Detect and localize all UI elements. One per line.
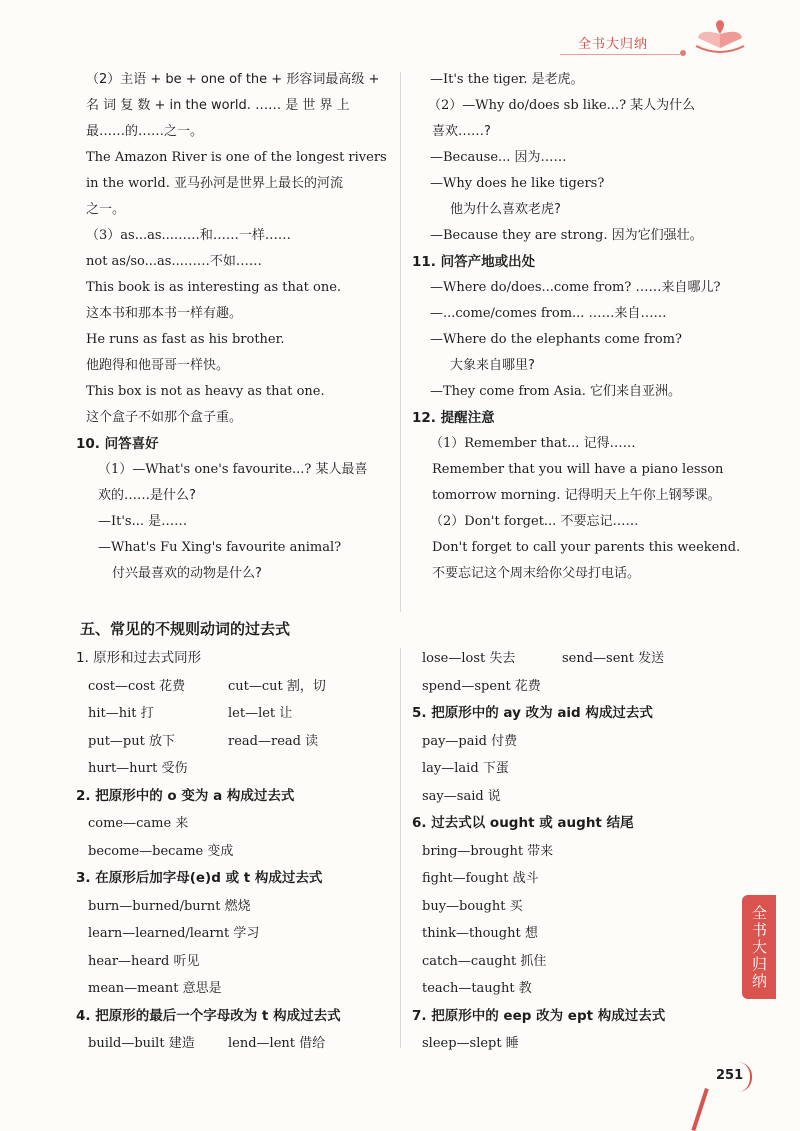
- group-2-heading: 2. 把原形中的 o 变为 a 构成过去式: [76, 787, 295, 804]
- text-line: —Because they are strong. 因为它们强壮。: [430, 228, 703, 243]
- text-line: not as/so...as...……不如……: [86, 254, 262, 269]
- section-11-heading: 11. 问答产地或出处: [412, 254, 536, 270]
- text-line: Remember that you will have a piano lesson: [432, 462, 724, 477]
- text-line: —Because... 因为……: [430, 150, 567, 165]
- text-line: （1）—What's one's favourite...? 某人最喜: [98, 462, 368, 477]
- column-divider-lower: [400, 648, 401, 1048]
- verb-row: [76, 1030, 396, 1058]
- text-line: 他为什么喜欢老虎?: [450, 202, 561, 217]
- verb-item: buy—bought 买: [422, 898, 523, 914]
- verb-row: [76, 673, 396, 701]
- verb-item: sleep—slept 睡: [422, 1036, 519, 1051]
- side-tab: 全书大归纳: [742, 895, 776, 999]
- text-line: —...come/comes from... ……来自……: [430, 306, 667, 321]
- top-left-column: [76, 67, 394, 587]
- verb-item: bring—brought 带来: [422, 843, 554, 859]
- verb-pair: hit—hit 打: [88, 706, 154, 721]
- verb-pair: let—let 让: [228, 706, 293, 721]
- text-line: 他跑得和他哥哥一样快。: [86, 358, 230, 373]
- text-line: （2）—Why do/does sb like...? 某人为什么: [428, 98, 696, 113]
- group-5-heading: 5. 把原形中的 ay 改为 aid 构成过去式: [412, 705, 653, 721]
- section-5-title: 五、常见的不规则动词的过去式: [80, 620, 291, 638]
- text-line: 名 词 复 数 + in the world. …… 是 世 界 上: [86, 98, 350, 113]
- text-line: —Where do the elephants come from?: [430, 332, 682, 347]
- text-line: 欢的……是什么?: [98, 488, 196, 503]
- book-logo-icon: [690, 18, 750, 58]
- text-line: Don't forget to call your parents this weekend.: [432, 540, 741, 555]
- text-line: （2）主语 + be + one of the + 形容词最高级 +: [86, 72, 380, 87]
- verb-item: teach—taught 教: [422, 981, 532, 996]
- verb-pair: build—built 建造: [88, 1036, 195, 1051]
- group-6-heading: 6. 过去式以 ought 或 aught 结尾: [412, 815, 634, 831]
- verb-item: think—thought 想: [422, 926, 538, 941]
- bottom-right-column: [412, 645, 732, 1058]
- group-1-heading: 1. 原形和过去式同形: [76, 650, 202, 666]
- verb-item: hear—heard 听见: [88, 953, 200, 969]
- text-line: 这个盒子不如那个盒子重。: [86, 410, 243, 425]
- text-line: —What's Fu Xing's favourite animal?: [98, 540, 342, 555]
- verb-pair: spend—spent 花费: [422, 678, 541, 694]
- verb-row: [76, 755, 396, 783]
- verb-item: burn—burned/burnt 燃烧: [88, 898, 251, 914]
- text-line: 这本书和那本书一样有趣。: [86, 306, 243, 321]
- text-line: tomorrow morning. 记得明天上午你上钢琴课。: [432, 488, 721, 503]
- verb-row: [422, 673, 732, 701]
- page-number-stroke: [691, 1088, 708, 1131]
- text-line: （2）Don't forget... 不要忘记……: [430, 514, 639, 529]
- verb-pair: send—sent 发送: [562, 651, 665, 666]
- verb-pair: hurt—hurt 受伤: [88, 761, 188, 776]
- text-line: in the world. 亚马孙河是世界上最长的河流: [86, 176, 343, 191]
- verb-row: [76, 728, 396, 756]
- header-rule: [560, 54, 680, 55]
- verb-row: [422, 645, 732, 673]
- verb-item: pay—paid 付费: [422, 733, 518, 749]
- group-7-heading: 7. 把原形中的 eep 改为 ept 构成过去式: [412, 1007, 666, 1024]
- text-line: —Where do/does...come from? ……来自哪儿?: [430, 280, 721, 295]
- section-10-heading: 10. 问答喜好: [76, 436, 159, 452]
- verb-item: mean—meant 意思是: [88, 981, 222, 996]
- text-line: —It's the tiger. 是老虎。: [430, 72, 584, 87]
- header-dot: [680, 50, 686, 56]
- page-number-arc: [734, 1062, 752, 1092]
- verb-pair: cut—cut 割，切: [228, 678, 326, 694]
- text-line: —It's... 是……: [98, 514, 188, 529]
- text-line: —They come from Asia. 它们来自亚洲。: [430, 384, 682, 399]
- text-line: 付兴最喜欢的动物是什么?: [112, 566, 262, 581]
- text-line: The Amazon River is one of the longest rivers: [86, 150, 387, 165]
- verb-item: lay—laid 下蛋: [422, 761, 509, 776]
- verb-item: catch—caught 抓住: [422, 953, 547, 969]
- verb-pair: lose—lost 失去: [422, 651, 516, 666]
- text-line: （3）as...as...……和……一样……: [86, 228, 291, 243]
- verb-row: [76, 700, 396, 728]
- text-line: 喜欢……?: [432, 124, 491, 139]
- text-line: （1）Remember that... 记得……: [430, 436, 636, 451]
- verb-item: say—said 说: [422, 788, 501, 804]
- text-line: This book is as interesting as that one.: [86, 280, 342, 295]
- group-4-heading: 4. 把原形的最后一个字母改为 t 构成过去式: [76, 1007, 341, 1024]
- verb-pair: cost—cost 花费: [88, 678, 186, 694]
- text-line: This box is not as heavy as that one.: [86, 384, 325, 399]
- column-divider: [400, 72, 401, 612]
- verb-pair: put—put 放下: [88, 733, 175, 749]
- section-12-heading: 12. 提醒注意: [412, 410, 495, 426]
- verb-item: become—became 变成: [88, 843, 234, 859]
- header-title: 全书大归纳: [578, 37, 649, 52]
- verb-pair: lend—lent 借给: [228, 1036, 326, 1051]
- bottom-left-column: [76, 645, 396, 1058]
- verb-item: fight—fought 战斗: [422, 871, 539, 886]
- page-number: 251: [716, 1068, 744, 1083]
- text-line: 最……的……之一。: [86, 124, 204, 139]
- text-line: 不要忘记这个周末给你父母打电话。: [432, 566, 641, 581]
- verb-pair: read—read 读: [228, 733, 319, 749]
- text-line: 大象来自哪里?: [450, 358, 535, 373]
- verb-item: come—came 来: [88, 816, 189, 831]
- group-3-heading: 3. 在原形后加字母(e)d 或 t 构成过去式: [76, 870, 323, 886]
- verb-item: learn—learned/learnt 学习: [88, 926, 260, 941]
- text-line: —Why does he like tigers?: [430, 176, 605, 191]
- text-line: 之一。: [86, 202, 126, 217]
- top-right-column: [412, 67, 742, 587]
- text-line: He runs as fast as his brother.: [86, 332, 285, 347]
